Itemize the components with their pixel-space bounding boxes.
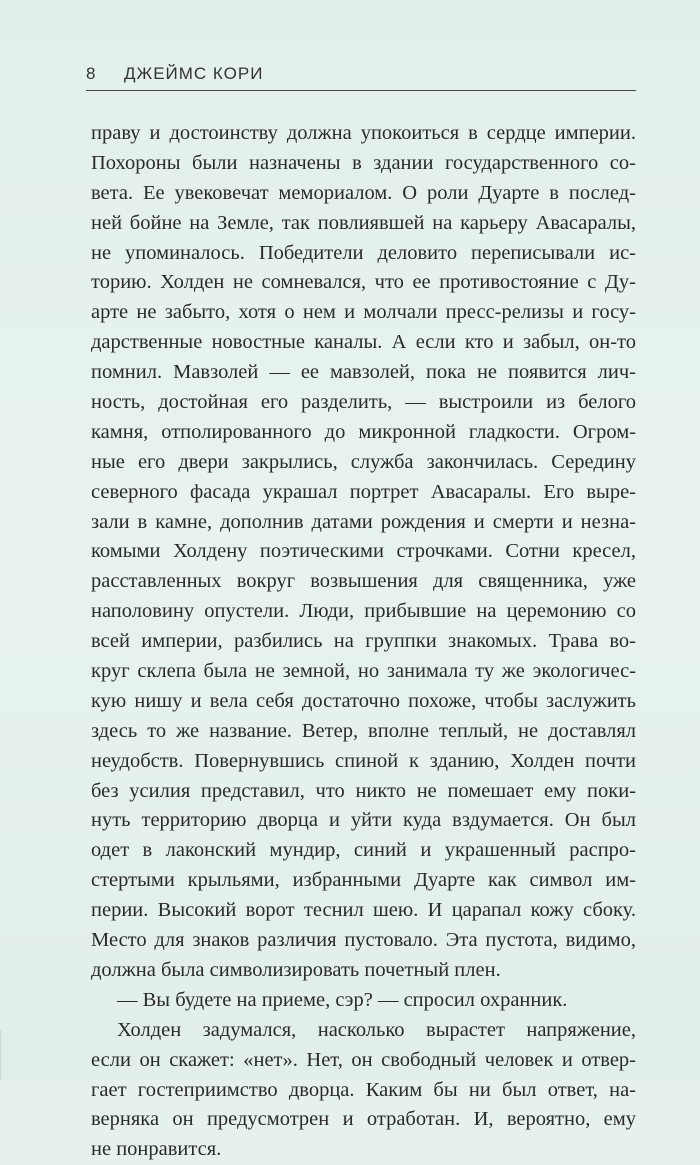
text-line: гает гостеприимство дворца. Каким бы ни был ответ, на- [91,1078,636,1101]
text-line: круг склепа была не земной, но занимала ту же экологичес- [91,660,636,683]
text-line: Похороны были назначены в здании государственного со- [91,151,636,174]
text-line: ные его двери закрылись, служба закончилась. Середину [91,450,636,473]
text-line: всей империи, разбились на группки знакомых. Трава во- [91,630,636,653]
header-rule [86,90,636,91]
text-line: не понравится. [91,1138,222,1161]
running-title: ДЖЕЙМС КОРИ [124,64,264,83]
text-line: не упоминалось. Победители деловито переписывали ис- [91,241,636,264]
text-line: дарственные новостные каналы. А если кто и забыл, он-то [91,331,636,354]
text-line: торию. Холден не сомневался, что ее противостояние с Ду- [91,271,636,294]
text-line: перии. Высокий ворот теснил шею. И царапал кожу сбоку. [91,899,636,922]
text-line: зали в камне, дополнив датами рождения и смерти и незна- [91,510,636,533]
text-line: кую нишу и вела себя достаточно похоже, чтобы заслужить [91,689,636,712]
text-line: Место для знаков различия пустовало. Эта пустота, видимо, [91,929,636,952]
text-line: комыми Холдену поэтическими строчками. Сотни кресел, [91,540,636,563]
text-line: вета. Ее увековечат мемориалом. О роли Дуарте в послед- [91,181,636,204]
text-line: ней бойне на Земле, так повлиявшей на карьеру Авасаралы, [91,211,636,234]
text-line: расставленных вокруг возвышения для священника, уже [91,570,636,593]
text-line: Холден задумался, насколько вырастет напряжение, [117,1018,636,1041]
text-line: наполовину опустели. Люди, прибывшие на церемонию со [91,600,636,623]
text-line: стертыми крыльями, избранными Дуарте как символ им- [91,869,636,892]
text-line: праву и достоинству должна упокоиться в сердце империи. [91,122,636,144]
text-line: верняка он предусмотрен и отработан. И, вероятно, ему [91,1108,636,1131]
text-line: камня, отполированного до микронной гладкости. Огром- [91,420,636,443]
text-line: нуть территорию дворца и уйти куда вздумается. Он был [91,809,636,832]
text-line: одет в лаконский мундир, синий и украшенный распро- [91,839,636,862]
text-line: неудобств. Повернувшись спиной к зданию, Холден почти [91,749,636,772]
body-text [91,119,636,1165]
text-line: если он скажет: «нет». Нет, он свободный человек и отвер- [91,1048,636,1071]
scan-edge-mark [0,1030,11,1080]
text-line: ность, достойная его разделить, — выстроили из белого [91,391,636,414]
page-number: 8 [86,64,96,83]
dialogue-line: — Вы будете на приеме, сэр? — спросил охранник. [117,988,568,1011]
text-line: должна была символизировать почетный плен. [91,958,501,981]
text-line: северного фасада украшал портрет Авасаралы. Его выре- [91,480,636,503]
text-line: здесь то же название. Ветер, вполне теплый, не доставлял [91,719,636,742]
text-line: помнил. Мавзолей — ее мавзолей, пока не появится лич- [91,361,636,384]
page-header [86,64,634,90]
text-line: арте не забыто, хотя о нем и молчали пресс-релизы и госу- [91,301,636,324]
text-line: без усилия представил, что никто не помешает ему поки- [91,779,636,802]
